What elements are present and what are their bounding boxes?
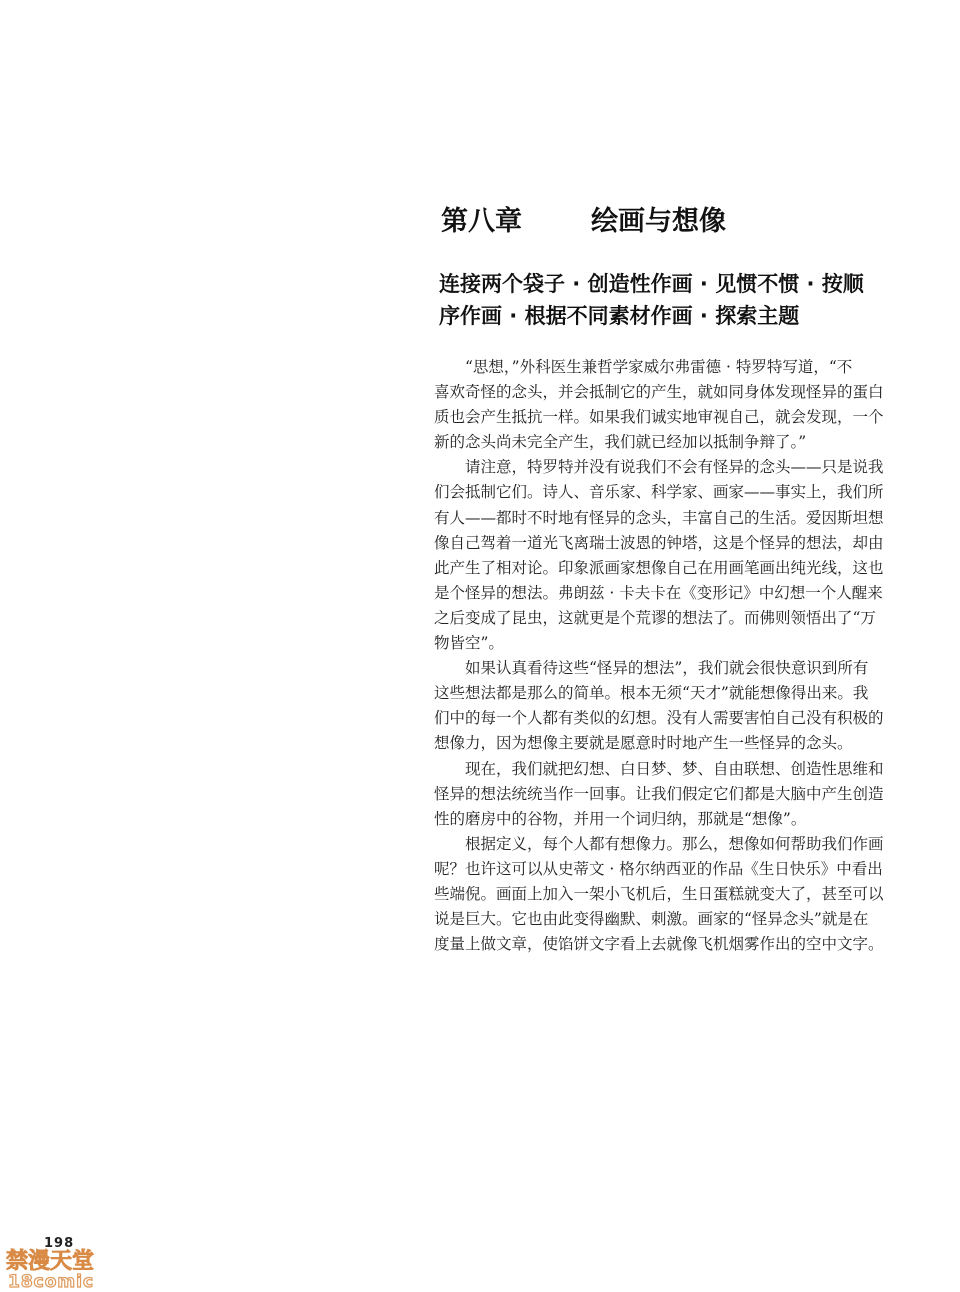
- body-line: 如果认真看待这些“怪异的想法”，我们就会很快意识到所有: [434, 659, 869, 678]
- body-line: 质也会产生抵抗一样。如果我们诚实地审视自己，就会发现，一个: [434, 408, 884, 427]
- body-line: 些端倪。画面上加入一架小飞机后，生日蛋糕就变大了，甚至可以: [434, 884, 884, 903]
- body-line: 怪异的想法统统当作一回事。让我们假定它们都是大脑中产生创造: [434, 784, 884, 803]
- chapter-title: 绘画与想像: [591, 206, 726, 237]
- topics-line-1: 连接两个袋子 · 创造性作画 · 见惯不惯 · 按顺: [439, 272, 864, 296]
- body-line: 此产生了相对论。印象派画家想像自己在用画笔画出纯光线，这也: [434, 558, 884, 577]
- body-line: 根据定义，每个人都有想像力。那么，想像如何帮助我们作画: [434, 834, 884, 853]
- body-line: 性的磨房中的谷物，并用一个词归纳，那就是“想像”。: [434, 809, 807, 828]
- section-topics: [439, 268, 929, 332]
- body-line: 之后变成了昆虫，这就更是个荒谬的想法了。而佛则领悟出了“万: [434, 608, 876, 627]
- body-line: 们中的每一个人都有类似的幻想。没有人需要害怕自己没有积极的: [434, 709, 884, 728]
- body-line: 们会抵制它们。诗人、音乐家、科学家、画家——事实上，我们所: [434, 483, 884, 502]
- watermark-logo-graphic: [4, 1246, 114, 1290]
- body-line: 请注意，特罗特并没有说我们不会有怪异的念头——只是说我: [434, 458, 884, 477]
- body-line: “思想，”外科医生兼哲学家威尔弗雷德 · 特罗特写道，“不: [434, 358, 853, 376]
- body-line: 物皆空”。: [434, 634, 504, 653]
- body-line: 新的念头尚未完全产生，我们就已经加以抵制争辩了。”: [434, 433, 807, 452]
- body-line: 这些想法都是那么的简单。根本无须“天才”就能想像得出来。我: [434, 684, 869, 703]
- body-line: 说是巨大。它也由此变得幽默、刺激。画家的“怪异念头”就是在: [434, 910, 869, 929]
- watermark-logo-top-text: 禁漫天堂: [6, 1249, 95, 1274]
- body-line: 喜欢奇怪的念头，并会抵制它的产生，就如同身体发现怪异的蛋白: [434, 383, 884, 402]
- watermark-logo-bottom-text: 18comic: [8, 1272, 95, 1290]
- page-number: 198: [44, 1236, 75, 1251]
- body-text: [434, 355, 924, 957]
- chapter-heading: [441, 200, 931, 244]
- body-line: 现在，我们就把幻想、白日梦、梦、自由联想、创造性思维和: [434, 759, 884, 778]
- body-line: 有人——都时不时地有怪异的念头，丰富自己的生活。爱因斯坦想: [434, 508, 884, 527]
- body-line: 像自己驾着一道光飞离瑞士波恩的钟塔，这是个怪异的想法，却由: [434, 533, 884, 552]
- chapter-number: 第八章: [441, 206, 522, 237]
- topics-line-2: 序作画 · 根据不同素材作画 · 探索主题: [439, 304, 800, 328]
- watermark-logo: [4, 1246, 114, 1290]
- body-line: 是个怪异的想法。弗朗兹 · 卡夫卡在《变形记》中幻想一个人醒来: [434, 583, 883, 602]
- body-line: 度量上做文章，使馅饼文字看上去就像飞机烟雾作出的空中文字。: [434, 935, 884, 954]
- body-line: 呢？也许这可以从史蒂文 · 格尔纳西亚的作品《生日快乐》中看出: [434, 859, 883, 878]
- body-line: 想像力，因为想像主要就是愿意时时地产生一些怪异的念头。: [434, 734, 853, 753]
